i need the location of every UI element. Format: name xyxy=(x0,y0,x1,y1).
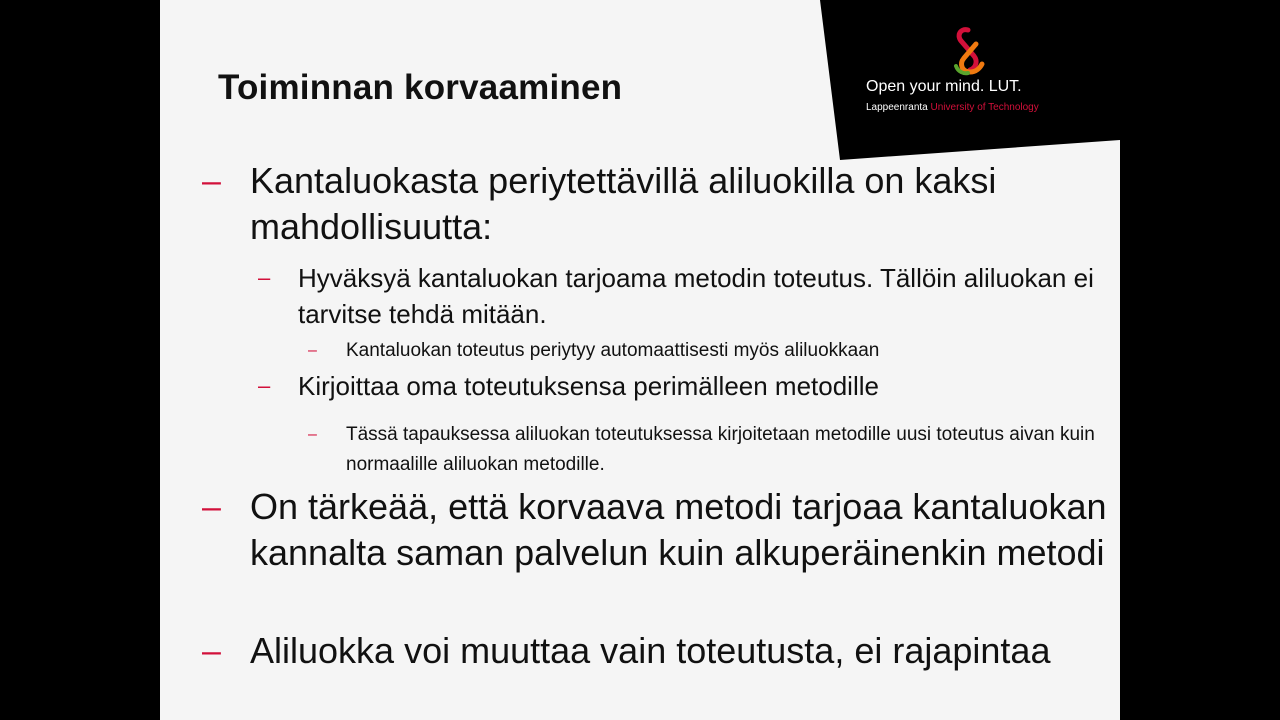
bullet-text: Tässä tapauksessa aliluokan toteutuksessa kirjoitetaan metodille uusi toteutus aivan kuin normaalille aliluokan metodille. xyxy=(346,424,1095,475)
bullet-level2 xyxy=(258,260,1098,332)
bullet-level1 xyxy=(202,628,1110,674)
logo-university-rest: University of Technology xyxy=(930,102,1039,113)
bullet-level3 xyxy=(308,336,1106,366)
logo-slogan: Open your mind. LUT. xyxy=(866,78,1022,95)
bullet-text: Kantaluokan toteutus periytyy automaattisesti myös aliluokkaan xyxy=(346,340,880,361)
slide xyxy=(160,0,1120,720)
lut-ampersand-icon xyxy=(946,26,990,76)
bullet-dash: – xyxy=(258,265,271,290)
bullet-dash: – xyxy=(258,373,271,398)
bullet-level1 xyxy=(202,484,1110,576)
lut-logo xyxy=(866,26,1106,126)
bullet-level1 xyxy=(202,158,1110,250)
bullet-dash: – xyxy=(202,162,221,200)
bullet-text: Kantaluokasta periytettävillä aliluokilla on kaksi mahdollisuutta: xyxy=(250,160,997,247)
bullet-dash: – xyxy=(202,632,221,670)
bullet-text: Kirjoittaa oma toteutuksensa perimälleen metodille xyxy=(298,371,879,401)
slide-title: Toiminnan korvaaminen xyxy=(218,68,623,107)
bullet-level2 xyxy=(258,368,1098,404)
bullet-text: Aliluokka voi muuttaa vain toteutusta, ei rajapintaa xyxy=(250,630,1051,671)
bullet-dash: – xyxy=(308,426,317,443)
bullet-level3 xyxy=(308,420,1106,480)
bullet-dash: – xyxy=(202,488,221,526)
bullet-text: Hyväksyä kantaluokan tarjoama metodin toteutus. Tällöin aliluokan ei tarvitse tehdä mitään. xyxy=(298,263,1094,329)
logo-university xyxy=(866,102,1039,113)
logo-university-prefix: Lappeenranta xyxy=(866,102,928,113)
bullet-text: On tärkeää, että korvaava metodi tarjoaa kantaluokan kannalta saman palvelun kuin alkuperäinenkin metodi xyxy=(250,486,1107,573)
bullet-dash: – xyxy=(308,342,317,359)
